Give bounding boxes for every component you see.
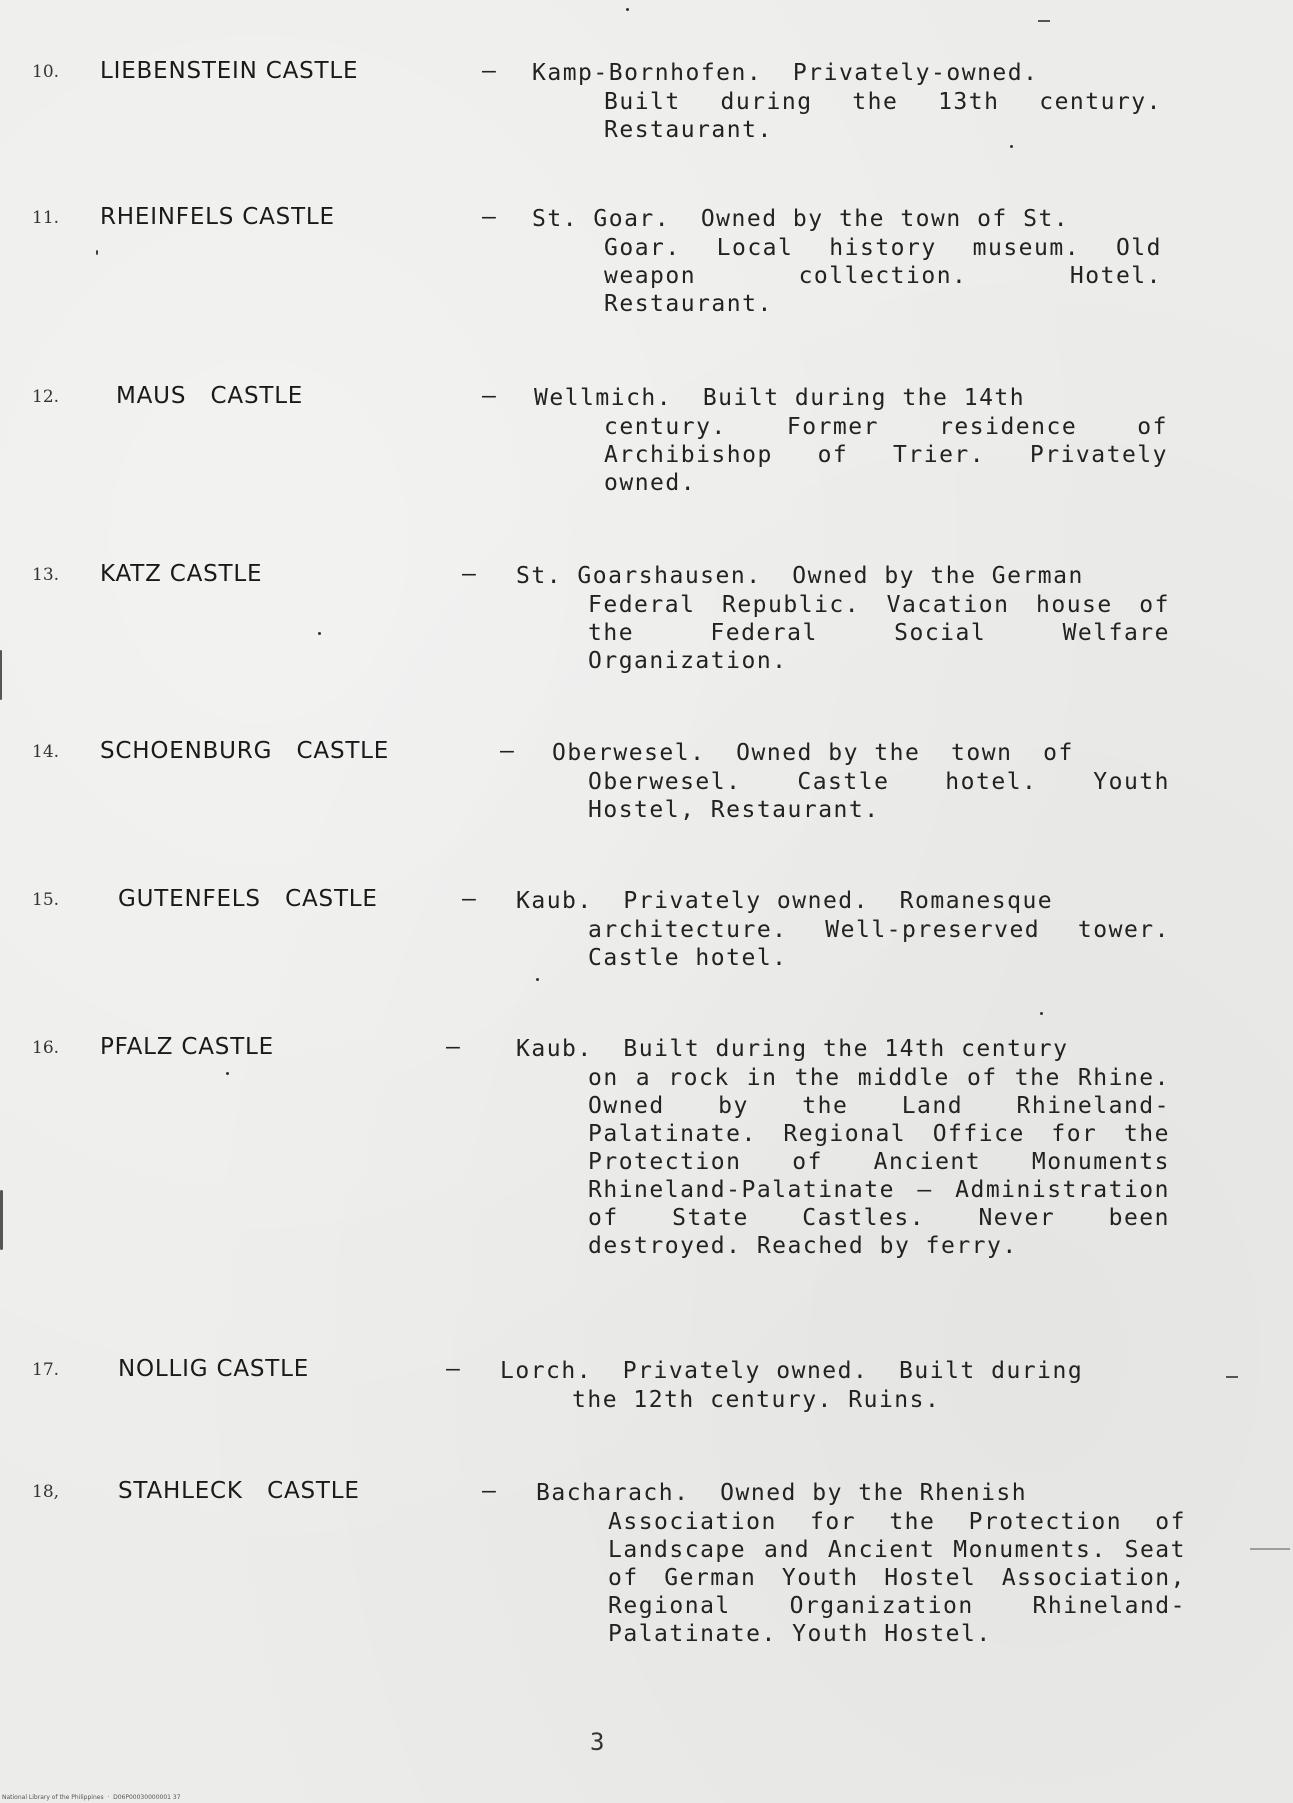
castle-name: MAUS CASTLE (116, 383, 304, 409)
castle-name: GUTENFELS CASTLE (118, 886, 378, 912)
scan-margin-mark (0, 650, 2, 700)
castle-name: PFALZ CASTLE (100, 1034, 274, 1060)
entry-first-line: St. Goar. Owned by the town of St. (532, 206, 1070, 232)
scan-speck (626, 8, 629, 11)
entry-description: on a rock in the middle of the Rhine. Owned by the Land Rhineland-Palatinate. Regional Office for the Protection of Ancient Monuments Rhineland-Palatinate – Administration of State Castles. Never been destroyed. Reached by ferry. (588, 1065, 1170, 1259)
castle-name: RHEINFELS CASTLE (100, 204, 335, 230)
separator-dash: – (446, 1034, 460, 1060)
castle-name: KATZ CASTLE (100, 561, 263, 587)
separator-dash: – (482, 383, 496, 409)
scan-speck (1040, 1012, 1043, 1015)
scan-speck (96, 250, 98, 255)
separator-dash: – (482, 204, 496, 230)
entry-first-line: Oberwesel. Owned by the town of (552, 740, 1074, 766)
castle-name: SCHOENBURG CASTLE (100, 738, 390, 764)
entry-description: century. Former residence of Archibishop of Trier. Privately owned. (604, 414, 1168, 496)
entry-description: architecture. Well-preserved tower. Castle hotel. (588, 917, 1170, 971)
entry-first-line: St. Goarshausen. Owned by the German (516, 563, 1084, 589)
entry-first-line: Kaub. Built during the 14th century (516, 1036, 1069, 1062)
separator-dash: – (446, 1356, 460, 1382)
page-number: 3 (590, 1728, 605, 1756)
entry-number: 18, (32, 1482, 60, 1502)
entry-number: 16. (32, 1038, 60, 1058)
separator-dash: – (500, 738, 514, 764)
scan-speck (536, 978, 539, 981)
scan-margin-mark (1226, 1376, 1238, 1378)
scan-margin-mark (0, 1190, 3, 1250)
scan-margin-mark (1250, 1548, 1290, 1550)
separator-dash: – (482, 58, 496, 84)
scan-footer-note: National Library of the Philippines · D06P00030000001 37 (2, 1794, 181, 1801)
entry-number: 12. (32, 387, 60, 407)
entry-number: 10. (32, 62, 60, 82)
entry-first-line: Wellmich. Built during the 14th (534, 385, 1026, 411)
entry-number: 13. (32, 565, 60, 585)
scan-speck (318, 632, 321, 635)
entry-description: the 12th century. Ruins. (572, 1387, 941, 1413)
castle-name: LIEBENSTEIN CASTLE (100, 58, 359, 84)
scan-margin-mark (1038, 20, 1050, 22)
entry-first-line: Kaub. Privately owned. Romanesque (516, 888, 1054, 914)
entry-first-line: Lorch. Privately owned. Built during (500, 1358, 1084, 1384)
entry-description: Oberwesel. Castle hotel. Youth Hostel, Restaurant. (588, 769, 1170, 823)
entry-number: 15. (32, 890, 60, 910)
entry-first-line: Kamp-Bornhofen. Privately-owned. (532, 60, 1039, 86)
entry-first-line: Bacharach. Owned by the Rhenish (536, 1480, 1028, 1506)
entry-description: Built during the 13th century. Restaurant. (604, 89, 1162, 143)
entry-description: Federal Republic. Vacation house of the Federal Social Welfare Organization. (588, 592, 1170, 674)
entry-description: Goar. Local history museum. Old weapon collection. Hotel. Restaurant. (604, 235, 1162, 317)
entry-number: 17. (32, 1360, 60, 1380)
scan-speck (1010, 145, 1013, 148)
separator-dash: – (482, 1478, 496, 1504)
entry-description: Association for the Protection of Landscape and Ancient Monuments. Seat of German Youth Hostel Association, Regional Organization Rhineland-Palatinate. Youth Hostel. (608, 1509, 1186, 1647)
castle-name: STAHLECK CASTLE (118, 1478, 360, 1504)
entry-number: 11. (32, 208, 60, 228)
entry-number: 14. (32, 742, 60, 762)
separator-dash: – (462, 886, 476, 912)
castle-name: NOLLIG CASTLE (118, 1356, 310, 1382)
scan-speck (226, 1072, 229, 1075)
separator-dash: – (462, 561, 476, 587)
